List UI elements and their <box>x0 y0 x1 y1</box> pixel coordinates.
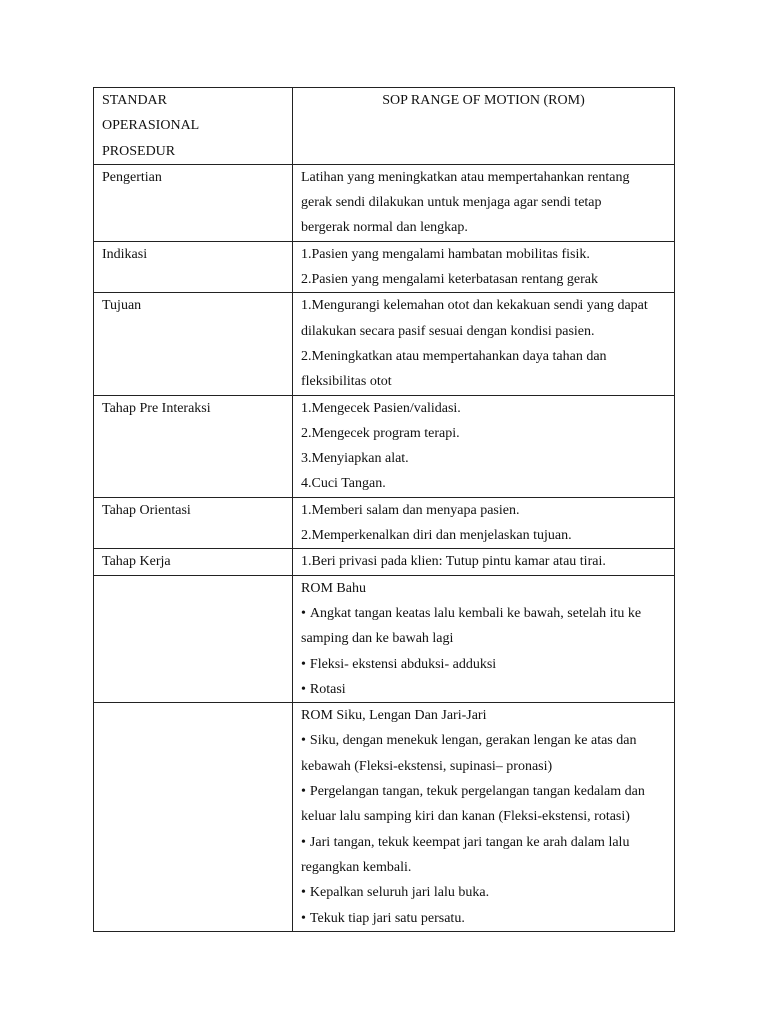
content-line: Latihan yang meningkatkan atau mempertahankan rentang <box>301 169 630 185</box>
row-content <box>293 241 675 293</box>
row-content <box>293 703 675 932</box>
bullet-continuation: samping dan ke bawah lagi <box>301 631 454 647</box>
row-content <box>293 395 675 497</box>
content-line: dilakukan secara pasif sesuai dengan kondisi pasien. <box>301 323 595 339</box>
content-line: 3.Menyiapkan alat. <box>301 451 409 467</box>
row-label: Pengertian <box>94 164 293 241</box>
table-row-pre-interaksi <box>94 395 675 497</box>
sop-table <box>93 87 675 932</box>
header-left-line: OPERASIONAL <box>102 118 200 134</box>
table-row-rom-bahu <box>94 575 675 702</box>
header-left-line: STANDAR <box>102 93 167 108</box>
content-line: 1.Beri privasi pada klien: Tutup pintu kamar atau tirai. <box>301 554 606 570</box>
table-row-indikasi <box>94 241 675 293</box>
table-row-kerja <box>94 549 675 575</box>
content-line: 4.Cuci Tangan. <box>301 476 386 492</box>
row-label: Tahap Pre Interaksi <box>94 395 293 497</box>
content-line: gerak sendi dilakukan untuk menjaga agar sendi tetap <box>301 195 602 211</box>
row-content <box>293 293 675 395</box>
header-left-line: PROSEDUR <box>102 143 176 159</box>
row-label: Tahap Orientasi <box>94 497 293 549</box>
row-label-empty <box>94 703 293 932</box>
bullet-continuation: kebawah (Fleksi-ekstensi, supinasi– pronasi) <box>301 758 553 774</box>
bullet-item: • Rotasi <box>301 677 666 702</box>
header-title-cell <box>293 88 675 165</box>
content-line: fleksibilitas otot <box>301 374 392 390</box>
bullet-item: • Fleksi- ekstensi abduksi- adduksi <box>301 652 666 677</box>
content-line: bergerak normal dan lengkap. <box>301 220 468 236</box>
content-line: 1.Mengurangi kelemahan otot dan kekakuan sendi yang dapat <box>301 298 648 314</box>
bullet-item: • Angkat tangan keatas lalu kembali ke bawah, setelah itu ke <box>301 601 666 626</box>
content-line: 2.Pasien yang mengalami keterbatasan rentang gerak <box>301 272 598 288</box>
bullet-item: • Tekuk tiap jari satu persatu. <box>301 906 666 931</box>
header-left-cell <box>94 88 293 165</box>
row-label: Indikasi <box>94 241 293 293</box>
bullet-continuation: keluar lalu samping kiri dan kanan (Fleksi-ekstensi, rotasi) <box>301 809 630 825</box>
content-line: 1.Pasien yang mengalami hambatan mobilitas fisik. <box>301 246 590 262</box>
row-content <box>293 575 675 702</box>
header-row <box>94 88 675 165</box>
row-content <box>293 497 675 549</box>
bullet-item: • Siku, dengan menekuk lengan, gerakan lengan ke atas dan <box>301 728 666 753</box>
content-line: 1.Mengecek Pasien/validasi. <box>301 400 461 416</box>
content-line: 1.Memberi salam dan menyapa pasien. <box>301 502 520 518</box>
section-title: ROM Bahu <box>301 580 366 596</box>
table-row-orientasi <box>94 497 675 549</box>
row-label: Tahap Kerja <box>94 549 293 575</box>
document-title: SOP RANGE OF MOTION (ROM) <box>382 93 585 108</box>
row-content <box>293 164 675 241</box>
content-line: 2.Meningkatkan atau mempertahankan daya tahan dan <box>301 348 607 364</box>
section-title: ROM Siku, Lengan Dan Jari-Jari <box>301 708 487 724</box>
content-line: 2.Memperkenalkan diri dan menjelaskan tujuan. <box>301 528 572 544</box>
row-content <box>293 549 675 575</box>
row-label-empty <box>94 575 293 702</box>
bullet-item: • Jari tangan, tekuk keempat jari tangan ke arah dalam lalu <box>301 830 666 855</box>
bullet-item: • Kepalkan seluruh jari lalu buka. <box>301 880 666 905</box>
table-row-rom-siku <box>94 703 675 932</box>
content-line: 2.Mengecek program terapi. <box>301 425 460 441</box>
row-label: Tujuan <box>94 293 293 395</box>
bullet-item: • Pergelangan tangan, tekuk pergelangan tangan kedalam dan <box>301 779 666 804</box>
table-row-pengertian <box>94 164 675 241</box>
table-row-tujuan <box>94 293 675 395</box>
bullet-continuation: regangkan kembali. <box>301 859 412 875</box>
